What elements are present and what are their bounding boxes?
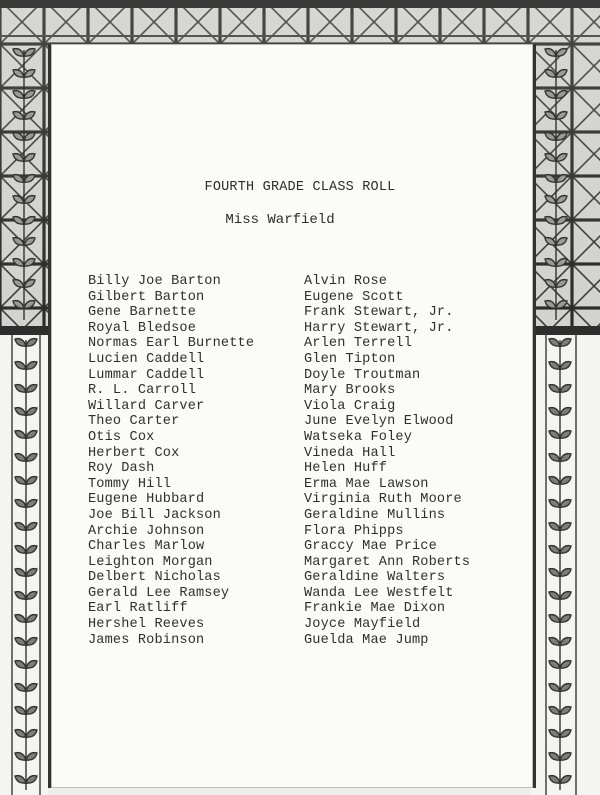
document-title: FOURTH GRADE CLASS ROLL: [204, 180, 396, 195]
student-name: Frankie Mae Dixon: [304, 601, 446, 617]
student-name: Roy Dash: [88, 461, 155, 477]
student-name: Eugene Scott: [304, 289, 404, 305]
student-name: Arlen Terrell: [304, 336, 412, 352]
student-name: Vineda Hall: [304, 445, 396, 461]
student-name: Virginia Ruth Moore: [304, 492, 462, 508]
student-name: Geraldine Mullins: [304, 507, 446, 523]
student-name: Charles Marlow: [88, 539, 205, 555]
student-name: Helen Huff: [304, 461, 388, 477]
student-name: Harry Stewart, Jr.: [304, 320, 454, 336]
teacher-name: Miss Warfield: [225, 212, 335, 228]
student-name: Margaret Ann Roberts: [304, 554, 471, 570]
student-name: Normas Earl Burnette: [88, 336, 255, 352]
student-name: Alvin Rose: [304, 274, 388, 289]
student-name: Flora Phipps: [304, 523, 404, 539]
student-name: Leighton Morgan: [88, 554, 213, 570]
student-name: Willard Carver: [88, 398, 205, 414]
student-name: Erma Mae Lawson: [304, 476, 429, 492]
student-name: Joe Bill Jackson: [88, 507, 221, 523]
student-name: Otis Cox: [88, 429, 155, 445]
student-name: R. L. Carroll: [88, 383, 196, 399]
student-name: Doyle Troutman: [304, 367, 421, 383]
student-name: Tommy Hill: [88, 476, 172, 492]
roll-column-right: [304, 274, 470, 648]
student-name: Geraldine Walters: [304, 570, 446, 586]
student-name: Hershel Reeves: [88, 617, 205, 633]
student-name: Gerald Lee Ramsey: [88, 585, 230, 601]
student-name: Joyce Mayfield: [304, 617, 421, 633]
student-name: Wanda Lee Westfelt: [304, 585, 454, 601]
student-name: Gene Barnette: [88, 305, 196, 321]
student-name: Gilbert Barton: [88, 289, 205, 305]
student-name: Frank Stewart, Jr.: [304, 305, 454, 321]
roll-column-left: [88, 274, 254, 648]
student-name: Glen Tipton: [304, 351, 396, 367]
student-name: James Robinson: [88, 632, 205, 648]
student-name: Lummar Caddell: [88, 367, 205, 383]
student-name: Billy Joe Barton: [88, 274, 221, 289]
student-name: Guelda Mae Jump: [304, 632, 429, 648]
student-name: Herbert Cox: [88, 445, 180, 461]
student-name: Delbert Nicholas: [88, 570, 221, 586]
student-name: Royal Bledsoe: [88, 320, 196, 336]
student-name: Theo Carter: [88, 414, 180, 430]
student-name: Earl Ratliff: [88, 601, 188, 617]
student-name: Eugene Hubbard: [88, 492, 205, 508]
student-name: Lucien Caddell: [88, 351, 205, 367]
student-name: Mary Brooks: [304, 383, 396, 399]
student-name: June Evelyn Elwood: [304, 414, 454, 430]
student-name: Archie Johnson: [88, 523, 205, 539]
student-name: Graccy Mae Price: [304, 539, 437, 555]
student-name: Viola Craig: [304, 398, 396, 414]
student-name: Watseka Foley: [304, 429, 412, 445]
